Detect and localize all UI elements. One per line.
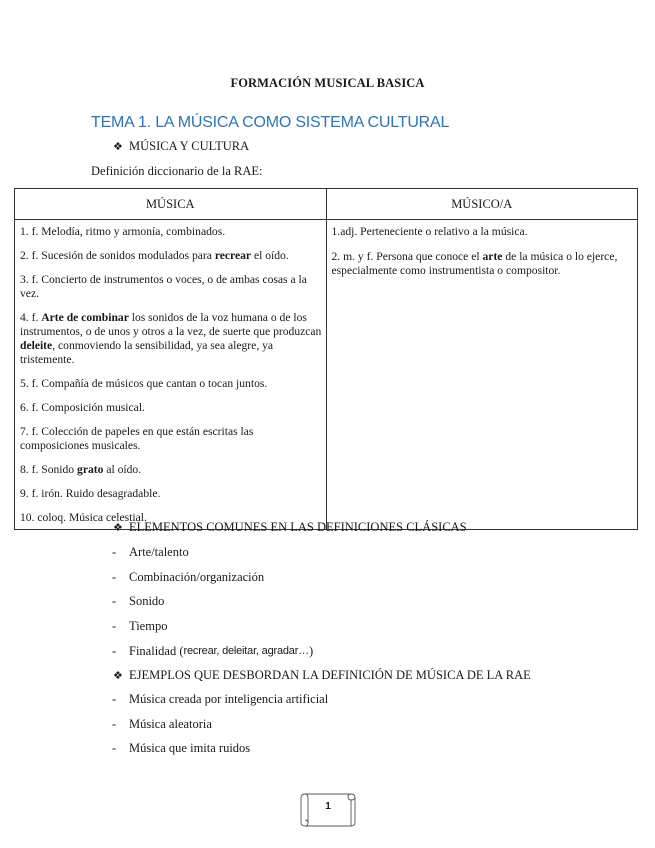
list-item: - Combinación/organización	[112, 569, 265, 584]
page-number: 1	[325, 801, 331, 812]
list-item: - Sonido	[112, 594, 165, 609]
header-musico: MÚSICO/A	[326, 189, 638, 220]
definition-item: 3. f. Concierto de instrumentos o voces, o de ambas cosas a la vez.	[20, 273, 307, 300]
section-label: MÚSICA Y CULTURA	[129, 139, 250, 153]
definition-item: 7. f. Colección de papeles en que están escritas las composiciones musicales.	[20, 425, 254, 452]
definition-item: 8. f. Sonido grato al oído.	[20, 463, 142, 476]
definition-item: 2. f. Sucesión de sonidos modulados para recrear el oído.	[20, 249, 289, 262]
page-number-scroll	[297, 788, 359, 832]
section-heading-ejemplos	[113, 668, 531, 683]
ejemplos-list	[112, 687, 328, 761]
list-item: - Arte/talento	[112, 544, 189, 559]
definition-item: 10. coloq. Música celestial.	[20, 511, 147, 524]
section-label: ELEMENTOS COMUNES EN LAS DEFINICIONES CLÁSICAS	[129, 520, 467, 534]
definition-item: 9. f. irón. Ruido desagradable.	[20, 487, 161, 500]
list-item: - Finalidad ( recrear, deleitar, agradar… )	[112, 643, 314, 658]
tema-heading: TEMA 1. LA MÚSICA COMO SISTEMA CULTURAL	[91, 114, 450, 131]
section-heading-musica-cultura	[113, 139, 249, 154]
definition-item: 1. f. Melodía, ritmo y armonía, combinados.	[20, 225, 226, 238]
header-musica: MÚSICA	[15, 189, 327, 220]
list-item: - Música aleatoria	[112, 716, 212, 731]
list-item: - Tiempo	[112, 618, 168, 633]
definition-item: 1.adj. Perteneciente o relativo a la música.	[331, 225, 528, 238]
definition-item: 4. f. Arte de combinar los sonidos de la voz humana o de los instrumentos, o de unos y otros a la vez, de suerte que produzcan deleite, conmoviendo la sensibilidad, ya sea alegre, ya tristemente.	[20, 311, 322, 366]
list-item: - Música que imita ruidos	[112, 741, 251, 756]
elementos-list	[112, 540, 313, 663]
diamond-bullet-icon: ❖	[113, 140, 123, 153]
section-label: EJEMPLOS QUE DESBORDAN LA DEFINICIÓN DE MÚSICA DE LA RAE	[129, 668, 531, 682]
diamond-bullet-icon: ❖	[113, 669, 123, 682]
definition-item: 2. m. y f. Persona que conoce el arte de la música o lo ejerce, especialmente como instrumentista o compositor.	[331, 249, 618, 277]
section-heading-elementos	[113, 520, 467, 535]
definition-table	[14, 188, 638, 530]
definition-item: 5. f. Compañía de músicos que cantan o tocan juntos.	[20, 377, 268, 390]
document-title: FORMACIÓN MUSICAL BASICA	[230, 76, 425, 90]
musico-definitions-cell	[326, 220, 638, 530]
intro-text: Definición diccionario de la RAE:	[91, 164, 263, 178]
diamond-bullet-icon: ❖	[113, 521, 123, 534]
musica-definitions-cell	[15, 220, 327, 530]
definition-item: 6. f. Composición musical.	[20, 401, 145, 414]
list-item: - Música creada por inteligencia artificial	[112, 691, 329, 706]
